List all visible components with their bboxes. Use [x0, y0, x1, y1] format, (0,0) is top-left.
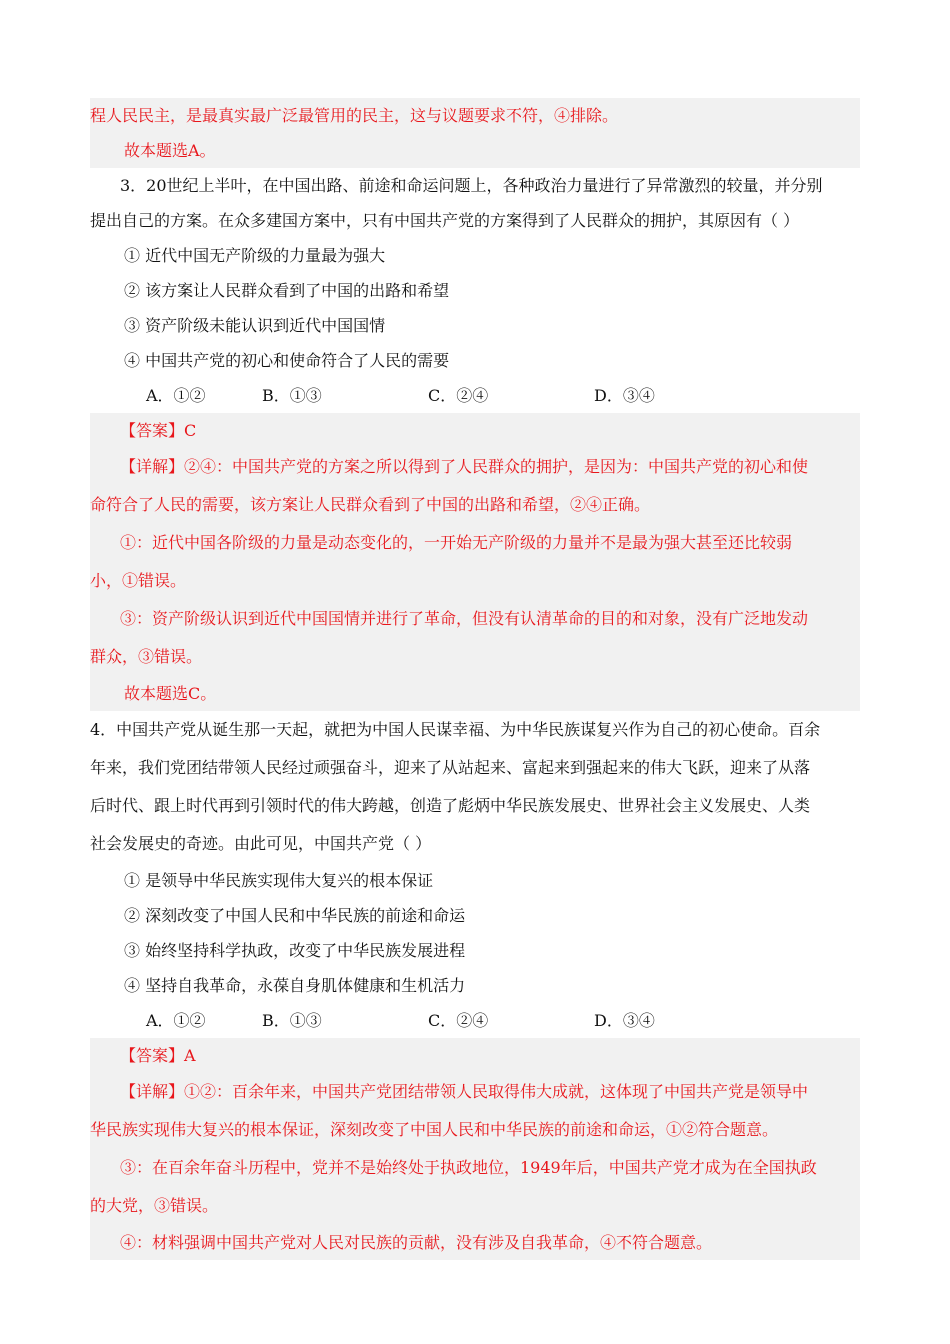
q4-statement-2: ② 深刻改变了中国人民和中华民族的前途和命运: [124, 906, 466, 925]
q4-stem-line3: 后时代、跟上时代再到引领时代的伟大跨越，创造了彪炳中华民族发展史、世界社会主义发展史、人类: [90, 796, 811, 815]
q4-answer: 【答案】A: [90, 1038, 860, 1073]
q4-statement-3: ③ 始终坚持科学执政，改变了中华民族发展进程: [124, 941, 466, 960]
q3-stem-line2: 提出自己的方案。在众多建国方案中，只有中国共产党的方案得到了人民群众的拥护，其原因有（ ）: [90, 211, 800, 230]
q3-statement-3: ③ 资产阶级未能认识到近代中国国情: [124, 316, 386, 335]
q3-detail-3b: 群众，③错误。: [90, 638, 860, 676]
q3-stem-line1: 3．20世纪上半叶，在中国出路、前途和命运问题上，各种政治力量进行了异常激烈的较量，并分别: [120, 176, 823, 195]
q3-statement-1: ① 近代中国无产阶级的力量最为强大: [124, 246, 386, 265]
q4-detail-2a: ③：在百余年奋斗历程中，党并不是始终处于执政地位，1949年后，中国共产党才成为在全国执政: [90, 1149, 860, 1187]
q4-detail-3: ④：材料强调中国共产党对人民对民族的贡献，没有涉及自我革命，④不符合题意。: [90, 1225, 860, 1260]
prev-answer-tail: 程人民民主，是最真实最广泛最管用的民主，这与议题要求不符，④排除。: [90, 98, 860, 133]
q4-options: [90, 1003, 860, 1038]
q4-detail-1b: 华民族实现伟大复兴的根本保证，深刻改变了中国人民和中华民族的前途和命运，①②符合题意。: [90, 1111, 860, 1149]
q3-detail-2a: ①：近代中国各阶级的力量是动态变化的，一开始无产阶级的力量并不是最为强大甚至还比较弱: [90, 524, 860, 562]
q3-statement-2: ② 该方案让人民群众看到了中国的出路和希望: [124, 281, 450, 300]
q4-option-b[interactable]: B．①③: [262, 1011, 322, 1030]
q4-stem-line1: 4．中国共产党从诞生那一天起，就把为中国人民谋幸福、为中华民族谋复兴作为自己的初心使命。百余: [90, 720, 821, 739]
q4-statement-1: ① 是领导中华民族实现伟大复兴的根本保证: [124, 871, 434, 890]
q3-answer: 【答案】C: [90, 413, 860, 448]
q4-detail-1a: 【详解】①②：百余年来，中国共产党团结带领人民取得伟大成就，这体现了中国共产党是领导中: [90, 1073, 860, 1111]
q3-option-b[interactable]: B．①③: [262, 386, 322, 405]
q4-option-d[interactable]: D．③④: [594, 1011, 655, 1030]
q3-detail-1a: 【详解】②④：中国共产党的方案之所以得到了人民群众的拥护，是因为：中国共产党的初心和使: [90, 448, 860, 486]
q4-option-c[interactable]: C．②④: [428, 1011, 489, 1030]
prev-answer-conclusion: 故本题选A。: [90, 133, 860, 168]
q3-detail-2b: 小，①错误。: [90, 562, 860, 600]
q4-stem-line2: 年来，我们党团结带领人民经过顽强奋斗，迎来了从站起来、富起来到强起来的伟大飞跃，迎来了从落: [90, 758, 811, 777]
q3-option-c[interactable]: C．②④: [428, 386, 489, 405]
q3-options: [90, 378, 860, 413]
q3-statement-4: ④ 中国共产党的初心和使命符合了人民的需要: [124, 351, 450, 370]
q4-option-a[interactable]: A．①②: [146, 1011, 206, 1030]
q4-detail-2b: 的大党，③错误。: [90, 1187, 860, 1225]
document-page: [90, 98, 860, 1260]
q4-statement-4: ④ 坚持自我革命，永葆自身肌体健康和生机活力: [124, 976, 466, 995]
q3-detail-3a: ③：资产阶级认识到近代中国国情并进行了革命，但没有认清革命的目的和对象，没有广泛地发动: [90, 600, 860, 638]
q3-detail-1b: 命符合了人民的需要，该方案让人民群众看到了中国的出路和希望，②④正确。: [90, 486, 860, 524]
q4-stem-line4: 社会发展史的奇迹。由此可见，中国共产党（ ）: [90, 834, 432, 853]
q3-option-d[interactable]: D．③④: [594, 386, 655, 405]
q3-option-a[interactable]: A．①②: [146, 386, 206, 405]
q3-conclusion: 故本题选C。: [90, 676, 860, 711]
